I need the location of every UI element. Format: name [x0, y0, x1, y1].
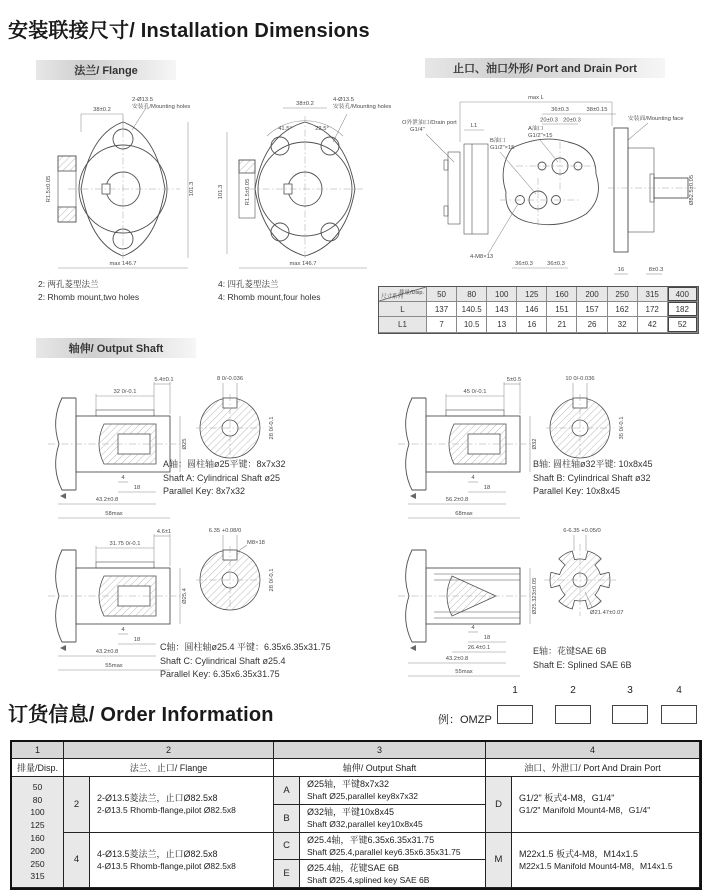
- col-header: 400: [668, 287, 698, 302]
- dim-label: 101.3: [218, 184, 224, 200]
- dim-label: 4-Ø13.5: [333, 97, 354, 103]
- option-code: C: [274, 833, 300, 861]
- dim-label: 38±0.2: [93, 107, 111, 113]
- dim-label: 26.4±0.1: [467, 645, 491, 651]
- option-code: D: [486, 777, 512, 833]
- dim-label: 5±0.5: [506, 377, 522, 383]
- row-label: L: [379, 302, 427, 317]
- option-description: [90, 833, 274, 889]
- caption-line: 2: Rhomb mount,two holes: [38, 291, 140, 302]
- dim-label: 28 0/-0.1: [269, 416, 275, 440]
- table-cell: 157: [577, 302, 607, 317]
- dim-label: 41.5°: [278, 126, 292, 132]
- table-cell: 52: [668, 317, 698, 332]
- displacement-value: 100: [30, 807, 45, 818]
- dim-label: 8±0.3: [648, 267, 664, 273]
- description-en: Shaft Ø32,parallel key10x8x45: [307, 819, 423, 830]
- table-cell: 26: [577, 317, 607, 332]
- displacement-value: 50: [32, 781, 43, 792]
- flange-four-hole-drawing: [205, 92, 395, 277]
- dim-label: max L: [528, 95, 544, 101]
- col-header: 油口、外泄口/ Port And Drain Port: [486, 759, 700, 777]
- description-en: Shaft Ø25,parallel key8x7x32: [307, 791, 419, 802]
- order-code-box: [612, 705, 648, 724]
- section-shaft: 轴伸/ Output Shaft: [36, 338, 196, 358]
- dim-label: 18: [133, 485, 141, 491]
- dim-label: 43.2±0.8: [95, 497, 119, 503]
- dim-label: 6.35 +0.08/0: [208, 528, 242, 534]
- option-description: [300, 805, 486, 833]
- description-en: G1/2" Manifold Mount4-M8，G1/4": [519, 805, 651, 816]
- description-cn: Ø25.4轴，平键6.35x6.35x31.75: [307, 834, 435, 845]
- dim-label: A油口: [528, 126, 544, 132]
- table-cell: 32: [608, 317, 638, 332]
- row-label: L1: [379, 317, 427, 332]
- col-number-header: 2: [64, 742, 274, 759]
- caption-line: E轴：花键SAE 6B: [533, 646, 607, 656]
- shaft-b-end-view: [535, 370, 630, 468]
- option-description: [300, 860, 486, 888]
- option-description: [300, 833, 486, 861]
- dim-label: 55max: [455, 669, 473, 675]
- order-code-box: [497, 705, 533, 724]
- description-cn: Ø25.4轴，花键SAE 6B: [307, 862, 400, 873]
- caption-line: 4: 四孔菱型法兰: [218, 279, 279, 289]
- flange-two-hole-drawing: [28, 92, 208, 277]
- dim-label: R1.5±0.05: [46, 175, 52, 203]
- table-cell: 10.5: [457, 317, 487, 332]
- caption-line: Shaft B: Cylindrical Shaft ø32: [533, 472, 651, 483]
- displacement-value: 160: [30, 833, 45, 843]
- displacement-value: 315: [30, 871, 45, 882]
- option-code: A: [274, 777, 300, 805]
- dim-label: B油口: [490, 138, 506, 144]
- dim-label: G1/2"×15: [528, 133, 553, 139]
- dim-label: Ø25.323±0.05: [532, 577, 538, 615]
- col-header: 160: [547, 287, 577, 302]
- dim-label: 58max: [105, 511, 123, 517]
- table-cell: 140.5: [457, 302, 487, 317]
- description-en: Shaft Ø25.4,parallel key6.35x6.35x31.75: [307, 846, 461, 857]
- dim-label: 68max: [455, 511, 473, 517]
- dim-label: 101.3: [189, 181, 195, 197]
- col-number-header: 1: [12, 742, 64, 759]
- dim-label: M8×18: [247, 540, 265, 546]
- shaft-e-caption: [533, 645, 632, 672]
- dim-label: Ø25: [182, 438, 188, 450]
- dim-label: 38±0.2: [296, 101, 314, 107]
- order-code-box: [555, 705, 591, 724]
- section-port: 止口、油口外形/ Port and Drain Port: [425, 58, 665, 78]
- dim-label: Ø32: [532, 438, 538, 450]
- dim-label: 43.2±0.8: [445, 656, 469, 662]
- dim-label: 55max: [105, 663, 123, 669]
- shaft-a-side-view: [40, 368, 205, 526]
- dim-label: 38±0.15: [586, 107, 608, 113]
- dim-label: max 146.7: [109, 261, 137, 267]
- dim-label: 32 0/-0.1: [113, 389, 137, 395]
- section-flange: 法兰/ Flange: [36, 60, 176, 80]
- option-code: 4: [64, 833, 90, 889]
- col-header: 法兰、止口/ Flange: [64, 759, 274, 777]
- dim-label: 5.4±0.1: [154, 377, 174, 383]
- col-header: 100: [487, 287, 517, 302]
- col-header: 80: [457, 287, 487, 302]
- position-number: 3: [627, 685, 633, 696]
- shaft-c-end-view: [185, 522, 280, 620]
- dim-label: Ø25.4: [182, 588, 188, 604]
- caption-line: C轴：圆柱轴ø25.4 平键：6.35x6.35x31.75: [160, 642, 331, 652]
- col-header: 200: [577, 287, 607, 302]
- option-code: B: [274, 805, 300, 833]
- dim-label: G1/4": [410, 127, 425, 133]
- dim-label: 4-M8×13: [470, 254, 494, 260]
- col-number-header: 3: [274, 742, 486, 759]
- dim-label: 28 0/-0.1: [269, 568, 275, 592]
- shaft-c-caption: [160, 641, 331, 682]
- caption-line: A轴：圆柱轴ø25平键：8x7x32: [163, 459, 286, 469]
- table-cell: 162: [608, 302, 638, 317]
- dim-label: 18: [133, 637, 141, 643]
- dim-label: G1/2"×15: [490, 145, 515, 151]
- dim-label: 20±0.3: [563, 117, 581, 124]
- dim-label: 4.6±1: [156, 529, 172, 535]
- dim-label: 4: [471, 625, 475, 631]
- table-cell: 21: [547, 317, 577, 332]
- option-description: [90, 777, 274, 833]
- dim-label: 4: [471, 475, 475, 481]
- displacement-value: 250: [30, 858, 45, 869]
- dim-label: 安装孔/Mounting holes: [333, 104, 392, 110]
- table-corner-cell: [379, 287, 427, 302]
- dim-label: 安装孔/Mounting holes: [132, 104, 191, 110]
- caption-line: Shaft E: Splined SAE 6B: [533, 659, 632, 670]
- option-description: [512, 833, 700, 889]
- dim-label: 4: [121, 475, 125, 481]
- dim-label: 10 0/-0.036: [565, 376, 595, 382]
- description-en: 4-Ø13.5 Rhomb-flange,pilot Ø82.5x8: [97, 860, 236, 871]
- dim-label: 16: [617, 267, 625, 273]
- dim-label: 18: [483, 485, 491, 491]
- option-description: [512, 777, 700, 833]
- dim-label: L1: [470, 123, 478, 129]
- caption-line: Shaft A: Cylindrical Shaft ø25: [163, 472, 281, 483]
- corner-top-label: 排量/Disp.: [398, 290, 424, 296]
- col-header: 50: [427, 287, 457, 302]
- caption-line: Parallel Key: 8x7x32: [163, 486, 246, 496]
- description-en: 2-Ø13.5 Rhomb-flange,pilot Ø82.5x8: [97, 805, 236, 816]
- option-code: M: [486, 833, 512, 889]
- page-title: 安装联接尺寸/ Installation Dimensions: [8, 20, 370, 42]
- dim-label: Ø82.5±0.05: [689, 174, 695, 206]
- option-code: 2: [64, 777, 90, 833]
- dim-label: O外泄油口/Drain port: [402, 120, 457, 126]
- dim-label: 20±0.3: [540, 117, 558, 124]
- col-header: 250: [608, 287, 638, 302]
- flange4-caption: [218, 278, 321, 303]
- displacement-value: 125: [30, 820, 45, 831]
- dim-label: 18: [483, 635, 491, 641]
- order-code-box: [661, 705, 697, 724]
- table-cell: 13: [487, 317, 517, 332]
- dim-label: 安装面/Mounting face: [628, 116, 684, 122]
- dim-label: 36±0.3: [547, 261, 565, 267]
- dim-label: 8 0/-0.036: [216, 376, 244, 382]
- dim-label: 4: [121, 627, 125, 633]
- description-cn: 2-Ø13.5菱法兰，止口Ø82.5x8: [97, 793, 218, 804]
- dim-label: R1.5±0.05: [245, 178, 251, 206]
- shaft-a-caption: [163, 458, 286, 499]
- caption-line: 2: 两孔菱型法兰: [38, 279, 99, 289]
- description-cn: Ø25轴，平键8x7x32: [307, 779, 390, 790]
- corner-bottom-label: 尺寸系列: [381, 294, 404, 301]
- col-number-header: 4: [486, 742, 700, 759]
- flange2-caption: [38, 278, 139, 303]
- order-example-label: 例：OMZP: [438, 714, 492, 726]
- caption-line: Parallel Key: 10x8x45: [533, 486, 621, 496]
- table-cell: 42: [638, 317, 668, 332]
- caption-line: B轴: 圆柱轴ø32平键: 10x8x45: [533, 459, 653, 469]
- table-cell: 172: [638, 302, 668, 317]
- dim-label: 2-Ø13.5: [132, 97, 153, 103]
- shaft-e-end-view: [530, 522, 635, 620]
- shaft-b-caption: [533, 458, 653, 499]
- table-cell: 151: [547, 302, 577, 317]
- caption-line: 4: Rhomb mount,four holes: [218, 291, 321, 302]
- displacement-list: [12, 777, 64, 888]
- dim-label: 31.75 0/-0.1: [109, 541, 141, 547]
- port-drain-drawing: [400, 90, 700, 285]
- order-title: 订货信息/ Order Information: [8, 704, 274, 726]
- dim-label: 6-6.35 +0.05/0: [563, 528, 601, 534]
- shaft-b-side-view: [390, 368, 555, 526]
- dim-label: Ø21.47±0.07: [590, 610, 624, 616]
- dim-label: 56.2±0.8: [445, 497, 469, 503]
- table-cell: 7: [427, 317, 457, 332]
- dim-label: 22.5°: [315, 126, 329, 132]
- col-header: 排量/Disp.: [12, 759, 64, 777]
- dim-label: 45 0/-0.1: [463, 389, 487, 395]
- table-cell: 137: [427, 302, 457, 317]
- table-cell: 146: [517, 302, 547, 317]
- displacement-value: 80: [32, 794, 43, 805]
- caption-line: Parallel Key: 6.35x6.35x31.75: [160, 669, 280, 679]
- table-cell: 182: [668, 302, 698, 317]
- description-en: Shaft Ø25.4,splined key SAE 6B: [307, 874, 430, 885]
- position-number: 1: [512, 685, 518, 696]
- order-table: [10, 740, 702, 890]
- description-cn: G1/2" 板式4-M8，G1/4": [519, 793, 615, 804]
- description-en: M22x1.5 Manifold Mount4-M8，M14x1.5: [519, 860, 673, 871]
- dim-label: max 146.7: [289, 261, 317, 267]
- option-code: E: [274, 860, 300, 888]
- length-table: [378, 286, 699, 334]
- dim-label: 36±0.3: [515, 261, 533, 267]
- dim-label: 35 0/-0.1: [619, 416, 625, 440]
- col-header: 125: [517, 287, 547, 302]
- description-cn: 4-Ø13.5菱法兰，止口Ø82.5x8: [97, 848, 218, 859]
- option-description: [300, 777, 486, 805]
- position-number: 4: [676, 685, 682, 696]
- col-header: 轴伸/ Output Shaft: [274, 759, 486, 777]
- description-cn: Ø32轴，平键10x8x45: [307, 807, 395, 818]
- description-cn: M22x1.5 板式4-M8，M14x1.5: [519, 848, 639, 859]
- table-cell: 16: [517, 317, 547, 332]
- position-number: 2: [570, 685, 576, 696]
- shaft-a-end-view: [185, 370, 280, 468]
- col-header: 315: [638, 287, 668, 302]
- dim-label: 36±0.3: [551, 107, 569, 113]
- dim-label: 43.2±0.8: [95, 649, 119, 655]
- caption-line: Shaft C: Cylindrical Shaft ø25.4: [160, 655, 286, 666]
- table-cell: 143: [487, 302, 517, 317]
- displacement-value: 200: [30, 845, 45, 856]
